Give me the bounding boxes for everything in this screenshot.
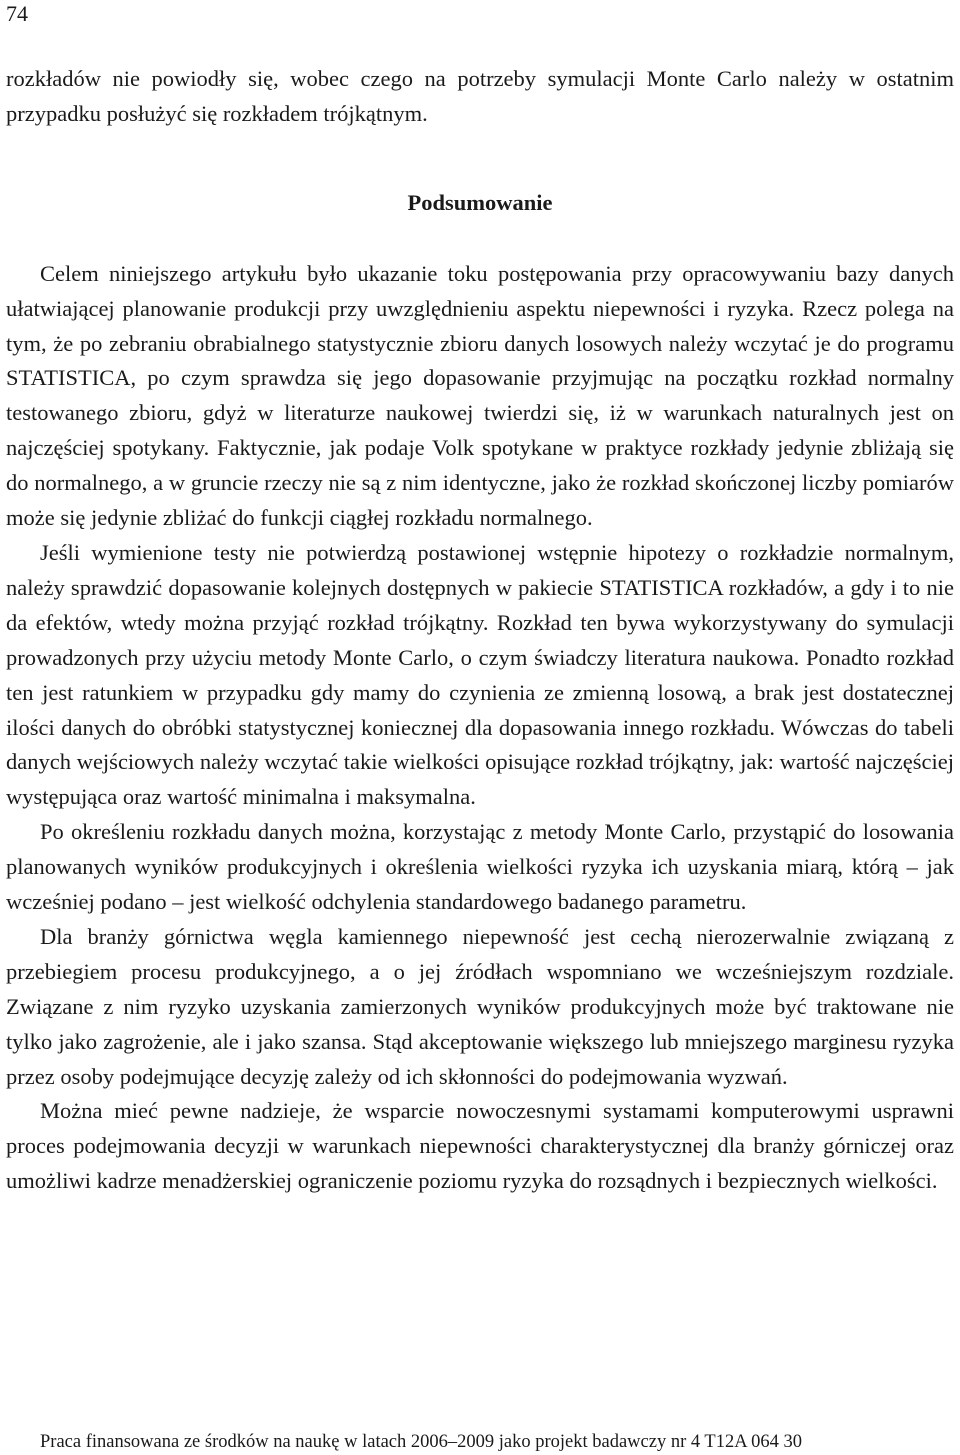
paragraph-summary-goal: Celem niniejszego artykułu było ukazanie toku postępowania przy opracowywaniu bazy danych ułatwiającej planowanie produkcji przy uwzględnieniu aspektu niepewności i ryzyka. Rzecz polega na tym, że po zebraniu obrabialnego statystycznie zbioru danych losowych należy wczytać je do programu STATISTICA, po czym sprawdza się jego dopasowanie przyjmując na początku rozkład normalny testowanego zbioru, gdyż w literaturze naukowej twierdzi się, iż w warunkach naturalnych jest on najczęściej spotykany. Faktycznie, jak podaje Volk spotykane w praktyce rozkłady jedynie zbliżają się do normalnego, a w gruncie rzeczy nie są z nim identyczne, jako że rozkład skończonej liczby pomiarów może się jedynie zbliżać do funkcji ciągłej rozkładu normalnego. (6, 260, 954, 531)
page-number: 74 (6, 1, 28, 26)
section-title: Podsumowanie (407, 189, 553, 215)
paragraph-conclusion: Można mieć pewne nadzieje, że wsparcie nowoczesnymi systamami komputerowymi usprawni proces podejmowania decyzji w warunkach niepewności charakterystycznej dla branży górniczej oraz umożliwi kadrze menadżerskiej ograniczenie poziomu ryzyka do rozsądnych i bezpiecznych wielkości. (6, 1098, 954, 1194)
intro-paragraph: rozkładów nie powiodły się, wobec czego na potrzeby symulacji Monte Carlo należy w ostatnim przypadku posłużyć się rozkładem trójkątnym. (6, 66, 954, 126)
paragraph-monte-carlo: Po określeniu rozkładu danych można, korzystając z metody Monte Carlo, przystąpić do losowania planowanych wyników produkcyjnych i określenia wielkości ryzyka ich uzyskania miarą, którą – jak wcześniej podano – jest wielkość odchylenia standardowego badanego parametru. (6, 819, 954, 915)
article-body (6, 62, 954, 1199)
paragraph-mining-risk: Dla branży górnictwa węgla kamiennego niepewność jest cechą nierozerwalnie związaną z przebiegiem procesu produkcyjnego, a o jej źródłach wspomniano we wcześniejszym rozdziale. Związane z nim ryzyko uzyskania zamierzonych wyników produkcyjnych może być traktowane nie tylko jako zagrożenie, ale i jako szansa. Stąd akceptowanie większego lub mniejszego marginesu ryzyka przez osoby podejmujące decyzję zależy od ich skłonności do podejmowania wyzwań. (6, 923, 954, 1089)
paragraph-distribution-testing: Jeśli wymienione testy nie potwierdzą postawionej wstępnie hipotezy o rozkładzie normalnym, należy sprawdzić dopasowanie kolejnych dostępnych w pakiecie STATISTICA rozkładów, a gdy i to nie da efektów, wtedy można przyjąć rozkład trójkątny. Rozkład ten bywa wykorzystywany do symulacji prowadzonych przy użyciu metody Monte Carlo, o czym świadczy literatura naukowa. Ponadto rozkład ten jest ratunkiem w przypadku gdy mamy do czynienia ze zmienną losową, a brak jest dostatecznej ilości danych do obróbki statystycznej koniecznej dla dopasowania innego rozkładu. Wówczas do tabeli danych wejściowych należy wczytać takie wielkości opisujące rozkład trójkątny, jak: wartość najczęściej występująca oraz wartość minimalna i maksymalna. (6, 539, 954, 810)
funding-footnote: Praca finansowana ze środków na naukę w latach 2006–2009 jako projekt badawczy nr 4 T12A 064 30 (40, 1432, 803, 1452)
